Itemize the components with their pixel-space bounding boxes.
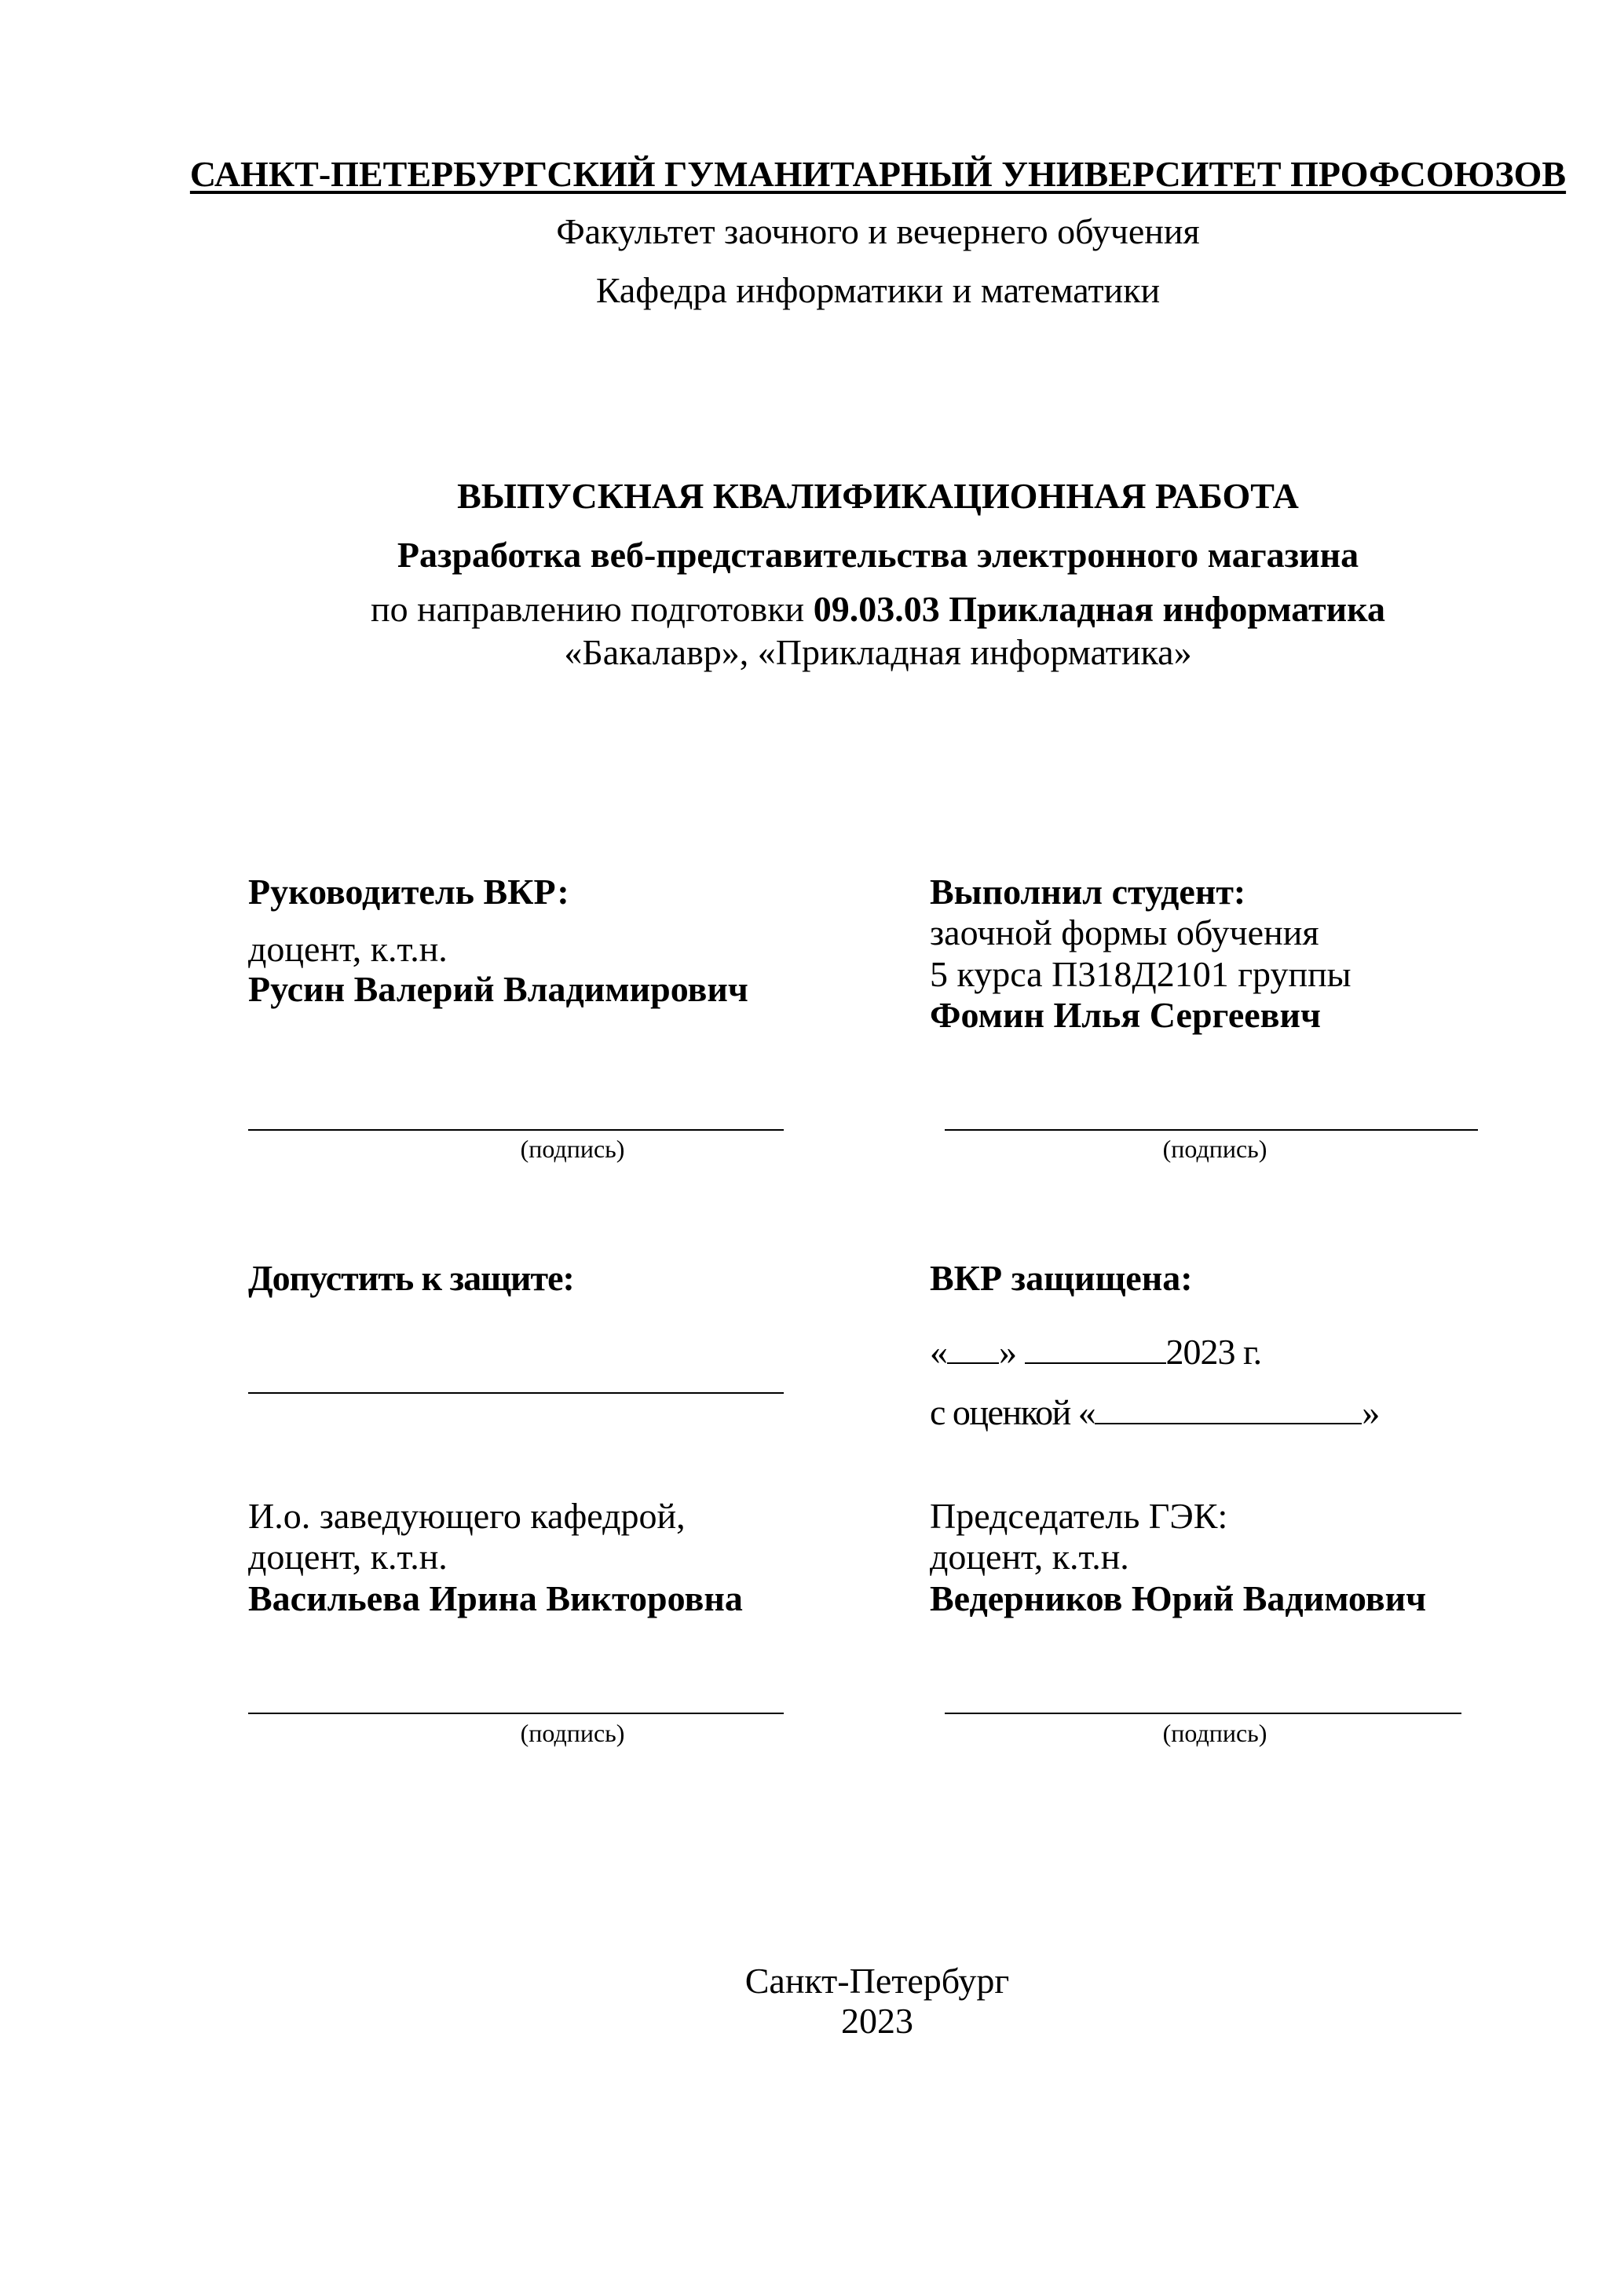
footer-city: Санкт-Петербург <box>744 1961 1010 2001</box>
defense-grade <box>930 1391 1379 1434</box>
supervisor-signature-line <box>248 1129 784 1131</box>
footer-year: 2023 <box>841 2001 913 2041</box>
supervisor-position: доцент, к.т.н. <box>248 929 448 969</box>
quote-open: « <box>930 1332 947 1372</box>
signature-label: (подпись) <box>1162 1719 1267 1747</box>
admission-signature-line <box>248 1392 784 1394</box>
quote-close: » <box>999 1332 1016 1372</box>
defense-heading: ВКР защищена: <box>930 1258 1193 1298</box>
supervisor-name: Русин Валерий Владимирович <box>248 969 748 1009</box>
grade-suffix: » <box>1362 1392 1379 1432</box>
chair-name: Ведерников Юрий Вадимович <box>930 1578 1427 1618</box>
work-topic: Разработка веб-представительства электронного магазина <box>397 535 1359 575</box>
supervisor-heading: Руководитель ВКР: <box>248 872 569 912</box>
work-type: ВЫПУСКНАЯ КВАЛИФИКАЦИОННАЯ РАБОТА <box>457 476 1299 516</box>
chair-position: доцент, к.т.н. <box>930 1537 1129 1577</box>
student-group: 5 курса П318Д2101 группы <box>930 954 1352 994</box>
signature-label: (подпись) <box>520 1719 625 1747</box>
day-blank <box>947 1331 999 1364</box>
chair-role: Председатель ГЭК: <box>930 1496 1228 1536</box>
signature-label: (подпись) <box>520 1135 625 1163</box>
defense-date <box>930 1331 1261 1373</box>
head-name: Васильева Ирина Викторовна <box>248 1578 743 1618</box>
month-blank <box>1025 1331 1166 1364</box>
direction-prefix: по направлению подготовки <box>371 589 814 629</box>
student-study-form: заочной формы обучения <box>930 912 1319 952</box>
university-name: САНКТ-ПЕТЕРБУРГСКИЙ ГУМАНИТАРНЫЙ УНИВЕРСИТЕТ ПРОФСОЮЗОВ <box>189 154 1567 194</box>
grade-prefix: с оценкой « <box>930 1392 1095 1432</box>
student-signature-line <box>945 1129 1478 1131</box>
defense-year: 2023 г. <box>1165 1332 1262 1372</box>
study-direction <box>0 588 1624 631</box>
signature-label: (подпись) <box>1162 1135 1267 1163</box>
student-heading: Выполнил студент: <box>930 872 1246 912</box>
department-name: Кафедра информатики и математики <box>595 270 1161 310</box>
grade-blank <box>1095 1391 1362 1424</box>
admission-heading: Допустить к защите: <box>248 1258 574 1298</box>
chair-signature-line <box>945 1713 1461 1714</box>
head-role: И.о. заведующего кафедрой, <box>248 1496 686 1536</box>
study-profile: «Бакалавр», «Прикладная информатика» <box>564 632 1192 672</box>
head-signature-line <box>248 1713 784 1714</box>
student-name: Фомин Илья Сергеевич <box>930 995 1321 1035</box>
direction-code: 09.03.03 Прикладная информатика <box>813 589 1385 629</box>
head-position: доцент, к.т.н. <box>248 1537 448 1577</box>
faculty-name: Факультет заочного и вечернего обучения <box>556 211 1200 251</box>
